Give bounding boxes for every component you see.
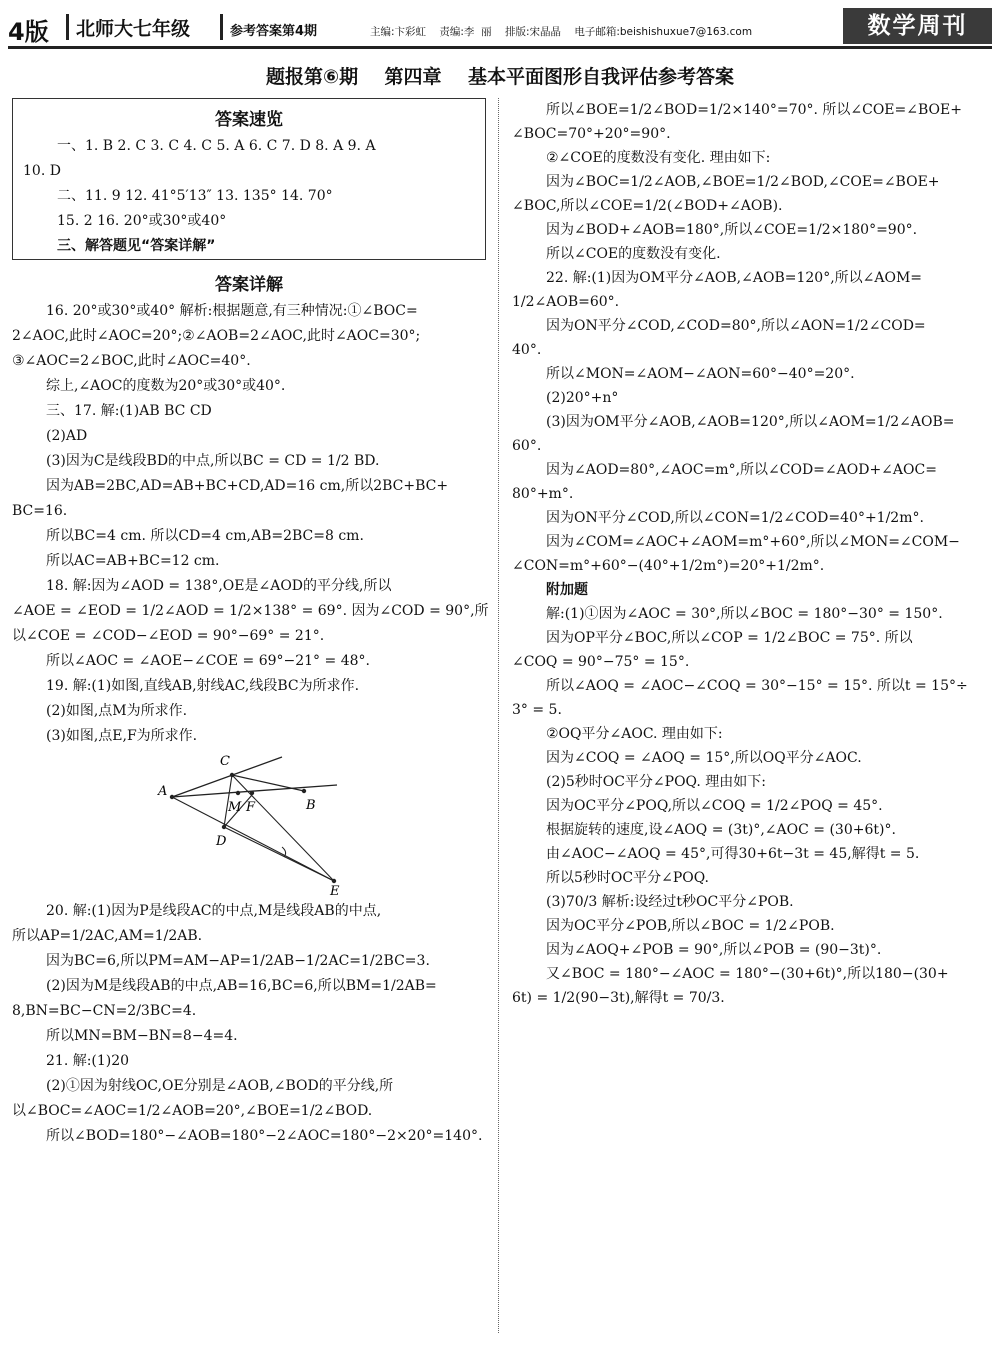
text-line: 所以5秒时OC平分∠POQ.: [546, 870, 709, 886]
text-line: 所以∠MON=∠AOM−∠AON=60°−40°=20°.: [546, 366, 855, 382]
text-line: ③∠AOC=2∠BOC,此时∠AOC=40°.: [12, 353, 251, 369]
text-line: 所以MN=BM−BN=8−4=4.: [46, 1028, 238, 1044]
right-column: [512, 98, 986, 1010]
column-divider: [498, 98, 499, 1333]
point-a: [170, 795, 174, 799]
bonus-title: 附加题: [546, 582, 588, 598]
text-line: 2∠AOC,此时∠AOC=20°;②∠AOB=2∠AOC,此时∠AOC=30°;: [12, 328, 421, 344]
text-line: 因为∠AOD=80°,∠AOC=m°,所以∠COD=∠AOD+∠AOC=: [546, 462, 937, 478]
text-line: 因为OC平分∠POQ,所以∠COQ = 1/2∠POQ = 45°.: [546, 798, 883, 814]
text-line: 根据旋转的速度,设∠AOQ = (3t)°,∠AOC = (30+6t)°.: [546, 822, 896, 838]
text-line: 所以∠AOC = ∠AOE−∠COE = 69°−21° = 48°.: [46, 653, 370, 669]
label-m: M: [228, 800, 242, 815]
point-c: [230, 773, 234, 777]
text-line: 所以∠BOE=1/2∠BOD=1/2×140°=70°. 所以∠COE=∠BOE+: [546, 102, 962, 118]
text-line: 所以∠COE的度数没有变化.: [546, 246, 721, 262]
text-line: 16. 20°或30°或40° 解析:根据题意,有三种情况:①∠BOC=: [46, 303, 418, 319]
header: [0, 0, 1000, 52]
text-line: 3° = 5.: [512, 702, 562, 718]
text-line: 因为∠COM=∠AOC+∠AOM=m°+60°,所以∠MON=∠COM−: [546, 534, 960, 550]
text-line: 因为∠AOQ+∠POB = 90°,所以∠POB = (90−3t)°.: [546, 942, 882, 958]
text-line: 20. 解:(1)因为P是线段AC的中点,M是线段AB的中点,: [46, 903, 382, 919]
header-rule: [8, 46, 992, 49]
text-line: (3)因为C是线段BD的中点,所以BC = CD = 1/2 BD.: [46, 453, 380, 469]
text-line: ②∠COE的度数没有变化. 理由如下:: [546, 150, 771, 166]
page-title: 题报第⑥期 第四章 基本平面图形自我评估参考答案: [265, 66, 734, 88]
left-column: [12, 98, 489, 1149]
text-line: 40°.: [512, 342, 542, 358]
label-b: B: [306, 798, 316, 813]
text-line: ∠COQ = 90°−75° = 15°.: [512, 654, 690, 670]
text-line: 80°+m°.: [512, 486, 574, 502]
label-a: A: [158, 784, 168, 799]
text-line: 所以AC=AB+BC=12 cm.: [46, 553, 220, 569]
page-number: 4版: [8, 18, 49, 46]
segment-bc: [232, 775, 304, 791]
quick-answers-box: [12, 98, 486, 260]
text-line: 因为AB=2BC,AD=AB+BC+CD,AD=16 cm,所以2BC+BC+: [46, 478, 449, 494]
quick-line: 10. D: [23, 163, 61, 179]
text-line: 所以BC=4 cm. 所以CD=4 cm,AB=2BC=8 cm.: [46, 528, 364, 544]
text-line: 60°.: [512, 438, 542, 454]
text-line: 所以∠AOQ = ∠AOC−∠COQ = 30°−15° = 15°. 所以t = 15°÷: [546, 678, 968, 694]
text-line: 21. 解:(1)20: [46, 1053, 130, 1069]
text-line: (3)因为OM平分∠AOB,∠AOB=120°,所以∠AOM=1/2∠AOB=: [546, 414, 955, 430]
point-m: [236, 791, 240, 795]
text-line: (2)AD: [46, 428, 88, 444]
text-line: 解:(1)①因为∠AOC = 30°,所以∠BOC = 180°−30° = 150°.: [546, 606, 943, 622]
text-line: ②OQ平分∠AOC. 理由如下:: [546, 726, 723, 742]
point-d: [222, 825, 226, 829]
text-line: (3)如图,点E,F为所求作.: [46, 728, 198, 744]
text-line: 因为ON平分∠COD,∠COD=80°,所以∠AON=1/2∠COD=: [546, 318, 926, 334]
text-line: ∠BOC=70°+20°=90°.: [512, 126, 671, 142]
text-line: 以∠COE = ∠COD−∠EOD = 90°−69° = 21°.: [12, 628, 325, 644]
text-line: 因为BC=6,所以PM=AM−AP=1/2AB−1/2AC=1/2BC=3.: [46, 953, 430, 969]
text-line: 因为OC平分∠POB,所以∠BOC = 1/2∠POB.: [546, 918, 835, 934]
text-line: 19. 解:(1)如图,直线AB,射线AC,线段BC为所求作.: [46, 678, 360, 694]
label-d: D: [216, 834, 227, 849]
text-line: ∠AOE = ∠EOD = 1/2∠AOD = 1/2×138° = 69°. 因为∠COD = 90°,所: [12, 603, 489, 619]
text-line: ∠CON=m°+60°−(40°+1/2m°)=20°+1/2m°.: [512, 558, 825, 574]
text-line: 8,BN=BC−CN=2/3BC=4.: [12, 1003, 197, 1019]
text-line: 因为∠COQ = ∠AOQ = 15°,所以OQ平分∠AOC.: [546, 750, 862, 766]
text-line: 因为∠BOD+∠AOB=180°,所以∠COE=1/2×180°=90°.: [546, 222, 918, 238]
text-line: 6t) = 1/2(90−3t),解得t = 70/3.: [512, 990, 725, 1006]
line-ab: [172, 785, 337, 797]
text-line: BC=16.: [12, 503, 68, 519]
text-line: (2)因为M是线段AB的中点,AB=16,BC=6,所以BM=1/2AB=: [46, 978, 437, 994]
header-divider: [66, 14, 69, 40]
text-line: 因为OP平分∠BOC,所以∠COP = 1/2∠BOC = 75°. 所以: [546, 630, 913, 646]
geometry-figure: [12, 749, 486, 899]
text-line: 22. 解:(1)因为OM平分∠AOB,∠AOB=120°,所以∠AOM=: [546, 270, 923, 286]
geometry-diagram: [132, 749, 372, 899]
text-line: 1/2∠AOB=60°.: [512, 294, 620, 310]
quick-line: 15. 2 16. 20°或30°或40°: [57, 213, 227, 229]
text-line: 18. 解:因为∠AOD = 138°,OE是∠AOD的平分线,所以: [46, 578, 392, 594]
point-e: [332, 879, 336, 883]
text-line: 因为∠BOC=1/2∠AOB,∠BOE=1/2∠BOD,∠COE=∠BOE+: [546, 174, 940, 190]
label-f: F: [246, 800, 256, 815]
quick-line: 一、1. B 2. C 3. C 4. C 5. A 6. C 7. D 8. A 9. A: [57, 138, 376, 154]
point-f: [250, 791, 254, 795]
text-line: (2)如图,点M为所求作.: [46, 703, 188, 719]
label-c: C: [220, 754, 230, 769]
text-line: 由∠AOC−∠AOQ = 45°,可得30+6t−3t = 45,解得t = 5.: [546, 846, 920, 862]
quick-answers-title: 答案速览: [215, 110, 283, 130]
label-e: E: [330, 884, 340, 899]
grade-label: 北师大七年级: [76, 18, 191, 40]
text-line: 因为ON平分∠COD,所以∠CON=1/2∠COD=40°+1/2m°.: [546, 510, 924, 526]
text-line: (2)20°+n°: [546, 390, 619, 406]
text-line: ∠BOC,所以∠COE=1/2(∠BOD+∠AOB).: [512, 198, 783, 214]
text-line: (2)5秒时OC平分∠POQ. 理由如下:: [546, 774, 766, 790]
header-divider: [220, 14, 223, 40]
editors-info: 主编:卞彩虹 责编:李 丽 排版:宋晶晶 电子邮箱:beishishuxue7@163.com: [370, 26, 753, 38]
segment-ce: [232, 775, 334, 881]
text-line: 综上,∠AOC的度数为20°或30°或40°.: [46, 378, 286, 394]
quick-line: 三、解答题见“答案详解”: [57, 238, 216, 254]
quick-line: 二、11. 9 12. 41°5′13″ 13. 135° 14. 70°: [57, 188, 333, 204]
text-line: 所以∠BOD=180°−∠AOB=180°−2∠AOC=180°−2×20°=140°.: [46, 1128, 483, 1144]
text-line: 所以AP=1/2AC,AM=1/2AB.: [12, 928, 203, 944]
text-line: 三、17. 解:(1)AB BC CD: [46, 403, 212, 419]
text-line: 以∠BOC=∠AOC=1/2∠AOB=20°,∠BOE=1/2∠BOD.: [12, 1103, 373, 1119]
segment-de: [224, 827, 334, 881]
text-line: (3)70/3 解析:设经过t秒OC平分∠POB.: [546, 894, 794, 910]
detail-title: 答案详解: [215, 275, 283, 295]
point-b: [302, 789, 306, 793]
text-line: (2)①因为射线OC,OE分别是∠AOB,∠BOD的平分线,所: [46, 1078, 394, 1094]
brand-title: 数学周刊: [843, 8, 992, 44]
text-line: 又∠BOC = 180°−∠AOC = 180°−(30+6t)°,所以180−(30+: [546, 966, 949, 982]
issue-label: 参考答案第4期: [230, 24, 318, 39]
